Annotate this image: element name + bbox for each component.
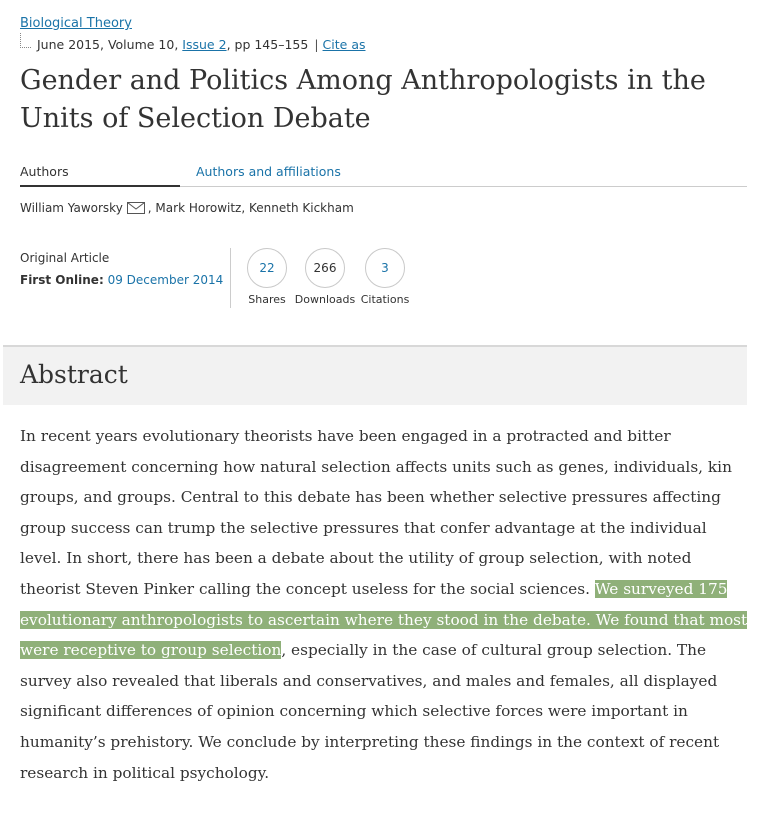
- shares-label: Shares: [248, 293, 286, 306]
- cite-as-link[interactable]: Cite as: [322, 37, 366, 52]
- first-online: [20, 271, 223, 289]
- downloads-label: Downloads: [294, 293, 356, 306]
- citation-line: [20, 36, 366, 54]
- abstract-header: [3, 345, 747, 405]
- abstract-heading: Abstract: [20, 360, 128, 389]
- citations-count[interactable]: 3: [365, 248, 405, 288]
- other-authors: , Mark Horowitz, Kenneth Kickham: [147, 201, 354, 215]
- citation-prefix: June 2015, Volume 10,: [37, 37, 179, 52]
- abstract-text-before: In recent years evolutionary theorists have been engaged in a protracted and bitter disagreement concerning how natural selection affects units such as genes, individuals, kin groups, and groups. Central to this debate has been whether selective pressures affecting group success can trump the selective pressures that confer advantage at the individual level. In short, there has been a debate about the utility of group selection, with noted theorist Steven Pinker calling the concept useless for the social sciences.: [20, 427, 732, 598]
- citation-pages: , pp 145–155: [226, 37, 309, 52]
- abstract-text: [20, 421, 748, 788]
- citation-separator: |: [314, 37, 319, 52]
- issue-link[interactable]: Issue 2: [182, 37, 227, 52]
- downloads-count: 266: [305, 248, 345, 288]
- author-william-yaworsky[interactable]: William Yaworsky: [20, 201, 123, 215]
- author-tabs: [20, 160, 747, 187]
- citations-label: Citations: [360, 293, 410, 306]
- abstract-highlighted-text[interactable]: We surveyed 175 evolutionary anthropologists to ascertain where they stood in the debate. We found that most were receptive to group selection: [20, 579, 748, 660]
- mail-icon[interactable]: [127, 202, 145, 214]
- metrics-divider: [230, 248, 231, 308]
- authors-list: [20, 199, 354, 217]
- tree-connector: [20, 33, 31, 48]
- shares-count[interactable]: 22: [247, 248, 287, 288]
- first-online-label: First Online:: [20, 273, 104, 287]
- tab-authors[interactable]: Authors: [20, 163, 180, 187]
- article-type: Original Article: [20, 251, 110, 265]
- article-title: Gender and Politics Among Anthropologists in the Units of Selection Debate: [20, 65, 706, 134]
- first-online-date: 09 December 2014: [107, 273, 224, 287]
- metric-citations[interactable]: [350, 248, 420, 307]
- journal-link[interactable]: Biological Theory: [20, 16, 132, 31]
- tab-authors-and-affiliations[interactable]: Authors and affiliations: [196, 164, 341, 179]
- abstract-text-after: , especially in the case of cultural group selection. The survey also revealed that liberals and conservatives, and males and females, all displayed significant differences of opinion concerning which selective forces were important in humanity’s prehistory. We conclude by interpreting these findings in the context of recent research in political psychology.: [20, 641, 720, 782]
